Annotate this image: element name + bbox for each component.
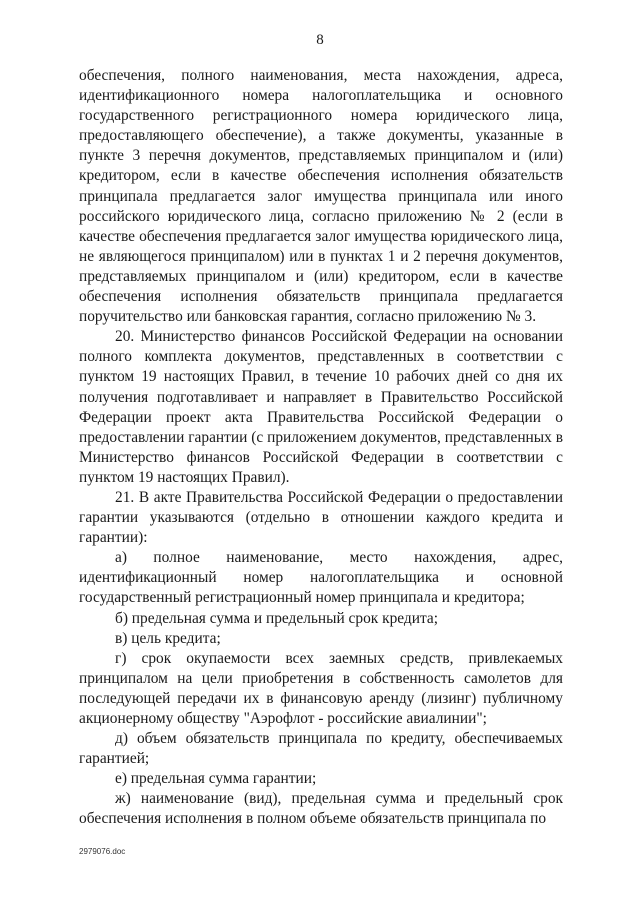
file-name-footer: 2979076.doc [79, 847, 126, 856]
paragraph-item-21: 21. В акте Правительства Российской Федерации о предоставлении гарантии указываются (отдельно в отношении каждого кредита и гарантии): [79, 488, 563, 547]
subitem-v: в) цель кредита; [115, 629, 221, 647]
subitem-d: д) объем обязательств принципала по кредиту, обеспечиваемых гарантией; [79, 730, 563, 768]
subitem-b: б) предельная сумма и предельный срок кредита; [115, 609, 438, 627]
subitem-g: г) срок окупаемости всех заемных средств, привлекаемых принципалом на цели приобретения в собственность самолетов для последующей передачи их в финансовую аренду (лизинг) публичному акционерному обществу "Аэрофлот - российские авиалинии"; [79, 649, 563, 727]
subitem-zh: ж) наименование (вид), предельная сумма и предельный срок обеспечения исполнения в полном объеме обязательств принципала по [79, 790, 563, 828]
paragraph-item-20: 20. Министерство финансов Российской Федерации на основании полного комплекта документов, представленных в соответствии с пунктом 19 настоящих Правил, в течение 10 рабочих дней со дня их получения подготавливает и направляет в Правительство Российской Федерации проект акта Правительства Российской Федерации о предоставлении гарантии (с приложением документов, представленных в Министерство финансов Российской Федерации в соответствии с пунктом 19 настоящих Правил). [79, 328, 563, 486]
subitem-e: е) предельная сумма гарантии; [115, 770, 317, 788]
document-body [79, 66, 563, 830]
page-number: 8 [316, 32, 324, 48]
subitem-a: а) полное наименование, место нахождения, адрес, идентификационный номер налогоплательщика и основной государственный регистрационный номер принципала и кредитора; [79, 549, 563, 607]
paragraph-continuation: обеспечения, полного наименования, места нахождения, адреса, идентификационного номера налогоплательщика и основного государственного регистрационного номера юридического лица, предоставляющего обеспечение), а также документы, указанные в пункте 3 перечня документов, представляемых принципалом и (или) кредитором, если в качестве обеспечения исполнения обязательств принципала предлагается залог имущества принципала или иного российского юридического лица, согласно приложению № 2 (если в качестве обеспечения предлагается залог имущества юридического лица, не являющегося принципалом) или в пунктах 1 и 2 перечня документов, представляемых принципалом и (или) кредитором, если в качестве обеспечения исполнения обязательств принципала предлагается поручительство или банковская гарантия, согласно приложению № 3. [79, 67, 563, 326]
